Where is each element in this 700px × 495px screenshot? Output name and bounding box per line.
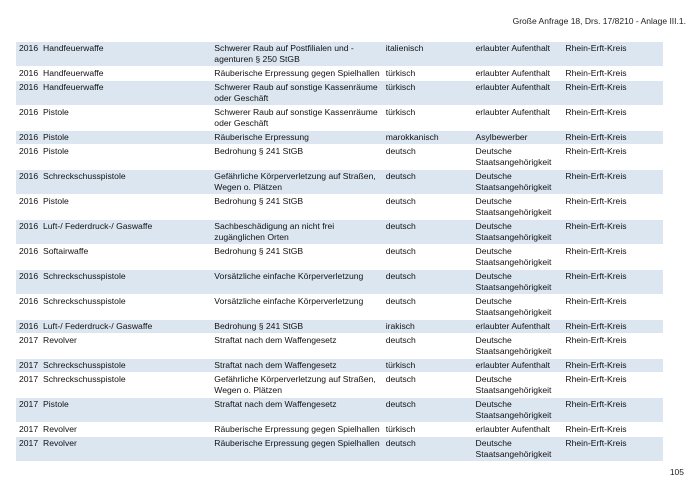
- cell-year-weapon: [16, 245, 211, 270]
- cell-year-weapon: [16, 170, 211, 195]
- cell-weapon: Pistole: [43, 146, 69, 156]
- cell-offense: Straftat nach dem Waffengesetz: [211, 398, 382, 423]
- table-row: [16, 131, 663, 145]
- cell-year: 2016: [19, 82, 39, 92]
- cell-district: Rhein-Erft-Kreis: [562, 81, 663, 106]
- cell-year: 2017: [19, 424, 39, 434]
- cell-district: Rhein-Erft-Kreis: [562, 320, 663, 334]
- cell-weapon: Handfeuerwaffe: [43, 68, 104, 78]
- table-row: [16, 359, 663, 373]
- cell-weapon: Schreckschusspistole: [43, 296, 126, 306]
- table-body: [16, 42, 663, 462]
- table-row: [16, 437, 663, 462]
- cell-nationality: deutsch: [383, 220, 473, 245]
- table-row: [16, 81, 663, 106]
- cell-offense: Straftat nach dem Waffengesetz: [211, 334, 382, 359]
- cell-year: 2017: [19, 335, 39, 345]
- page-number: 105: [669, 467, 684, 477]
- cell-district: Rhein-Erft-Kreis: [562, 131, 663, 145]
- table-row: [16, 373, 663, 398]
- cell-district: Rhein-Erft-Kreis: [562, 195, 663, 220]
- cell-year: 2016: [19, 196, 39, 206]
- table-row: [16, 170, 663, 195]
- cell-year: 2016: [19, 321, 39, 331]
- cell-district: Rhein-Erft-Kreis: [562, 245, 663, 270]
- cell-weapon: Revolver: [43, 438, 77, 448]
- page-header: Große Anfrage 18, Drs. 17/8210 - Anlage III.1.: [512, 16, 686, 26]
- cell-year: 2017: [19, 374, 39, 384]
- table-row: [16, 295, 663, 320]
- cell-year-weapon: [16, 106, 211, 131]
- data-table: [16, 42, 663, 462]
- cell-weapon: Pistole: [43, 107, 69, 117]
- table-row: [16, 398, 663, 423]
- cell-nationality: deutsch: [383, 295, 473, 320]
- cell-nationality: türkisch: [383, 67, 473, 81]
- cell-year: 2017: [19, 399, 39, 409]
- cell-weapon: Pistole: [43, 196, 69, 206]
- cell-offense: Vorsätzliche einfache Körperverletzung: [211, 270, 382, 295]
- cell-year: 2017: [19, 438, 39, 448]
- cell-nationality: türkisch: [383, 81, 473, 106]
- cell-offense: Bedrohung § 241 StGB: [211, 320, 382, 334]
- cell-weapon: Schreckschusspistole: [43, 360, 126, 370]
- cell-offense: Schwerer Raub auf Postfilialen und -agenturen § 250 StGB: [211, 42, 382, 67]
- cell-nationality: deutsch: [383, 270, 473, 295]
- table-row: [16, 106, 663, 131]
- cell-year: 2016: [19, 171, 39, 181]
- cell-district: Rhein-Erft-Kreis: [562, 67, 663, 81]
- cell-year: 2016: [19, 296, 39, 306]
- cell-offense: Vorsätzliche einfache Körperverletzung: [211, 295, 382, 320]
- cell-residence-status: erlaubter Aufenthalt: [472, 320, 562, 334]
- cell-district: Rhein-Erft-Kreis: [562, 359, 663, 373]
- cell-residence-status: Deutsche Staatsangehörigkeit: [472, 220, 562, 245]
- cell-nationality: deutsch: [383, 245, 473, 270]
- cell-year: 2016: [19, 271, 39, 281]
- cell-year-weapon: [16, 67, 211, 81]
- cell-nationality: deutsch: [383, 334, 473, 359]
- cell-residence-status: Deutsche Staatsangehörigkeit: [472, 295, 562, 320]
- cell-weapon: Pistole: [43, 132, 69, 142]
- cell-year-weapon: [16, 131, 211, 145]
- table-row: [16, 423, 663, 437]
- cell-weapon: Luft-/ Federdruck-/ Gaswaffe: [43, 321, 153, 331]
- cell-nationality: deutsch: [383, 373, 473, 398]
- cell-year: 2016: [19, 146, 39, 156]
- table-row: [16, 245, 663, 270]
- cell-year: 2016: [19, 246, 39, 256]
- cell-residence-status: Deutsche Staatsangehörigkeit: [472, 195, 562, 220]
- cell-nationality: türkisch: [383, 423, 473, 437]
- cell-offense: Straftat nach dem Waffengesetz: [211, 359, 382, 373]
- cell-district: Rhein-Erft-Kreis: [562, 145, 663, 170]
- cell-year-weapon: [16, 437, 211, 462]
- cell-district: Rhein-Erft-Kreis: [562, 106, 663, 131]
- table-row: [16, 334, 663, 359]
- cell-year-weapon: [16, 195, 211, 220]
- cell-offense: Schwerer Raub auf sonstige Kassenräume oder Geschäft: [211, 81, 382, 106]
- cell-residence-status: Asylbewerber: [472, 131, 562, 145]
- cell-year-weapon: [16, 270, 211, 295]
- cell-residence-status: erlaubter Aufenthalt: [472, 106, 562, 131]
- cell-nationality: deutsch: [383, 398, 473, 423]
- cell-nationality: türkisch: [383, 106, 473, 131]
- cell-weapon: Pistole: [43, 399, 69, 409]
- cell-residence-status: Deutsche Staatsangehörigkeit: [472, 270, 562, 295]
- cell-weapon: Softairwaffe: [43, 246, 89, 256]
- cell-district: Rhein-Erft-Kreis: [562, 334, 663, 359]
- cell-nationality: deutsch: [383, 145, 473, 170]
- cell-year-weapon: [16, 359, 211, 373]
- table-row: [16, 145, 663, 170]
- cell-district: Rhein-Erft-Kreis: [562, 270, 663, 295]
- cell-district: Rhein-Erft-Kreis: [562, 220, 663, 245]
- cell-year-weapon: [16, 220, 211, 245]
- cell-year-weapon: [16, 295, 211, 320]
- cell-offense: Räuberische Erpressung: [211, 131, 382, 145]
- cell-district: Rhein-Erft-Kreis: [562, 373, 663, 398]
- cell-year-weapon: [16, 81, 211, 106]
- cell-district: Rhein-Erft-Kreis: [562, 423, 663, 437]
- cell-offense: Bedrohung § 241 StGB: [211, 145, 382, 170]
- cell-year: 2016: [19, 107, 39, 117]
- cell-nationality: deutsch: [383, 195, 473, 220]
- cell-residence-status: Deutsche Staatsangehörigkeit: [472, 398, 562, 423]
- cell-nationality: deutsch: [383, 437, 473, 462]
- cell-year-weapon: [16, 334, 211, 359]
- cell-weapon: Handfeuerwaffe: [43, 82, 104, 92]
- cell-offense: Räuberische Erpressung gegen Spielhallen: [211, 437, 382, 462]
- cell-weapon: Revolver: [43, 335, 77, 345]
- cell-residence-status: Deutsche Staatsangehörigkeit: [472, 170, 562, 195]
- cell-residence-status: erlaubter Aufenthalt: [472, 42, 562, 67]
- table-row: [16, 220, 663, 245]
- cell-offense: Gefährliche Körperverletzung auf Straßen, Wegen o. Plätzen: [211, 170, 382, 195]
- cell-nationality: marokkanisch: [383, 131, 473, 145]
- cell-residence-status: Deutsche Staatsangehörigkeit: [472, 245, 562, 270]
- cell-weapon: Schreckschusspistole: [43, 374, 126, 384]
- cell-residence-status: Deutsche Staatsangehörigkeit: [472, 373, 562, 398]
- cell-offense: Schwerer Raub auf sonstige Kassenräume oder Geschäft: [211, 106, 382, 131]
- cell-year: 2016: [19, 132, 39, 142]
- cell-nationality: irakisch: [383, 320, 473, 334]
- cell-nationality: italienisch: [383, 42, 473, 67]
- table-row: [16, 195, 663, 220]
- cell-year-weapon: [16, 373, 211, 398]
- cell-offense: Sachbeschädigung an nicht frei zugänglichen Orten: [211, 220, 382, 245]
- cell-district: Rhein-Erft-Kreis: [562, 295, 663, 320]
- cell-nationality: türkisch: [383, 359, 473, 373]
- cell-nationality: deutsch: [383, 170, 473, 195]
- cell-offense: Räuberische Erpressung gegen Spielhallen: [211, 67, 382, 81]
- cell-offense: Bedrohung § 241 StGB: [211, 245, 382, 270]
- cell-year-weapon: [16, 398, 211, 423]
- table-row: [16, 67, 663, 81]
- cell-year: 2016: [19, 221, 39, 231]
- cell-offense: Räuberische Erpressung gegen Spielhallen: [211, 423, 382, 437]
- cell-weapon: Schreckschusspistole: [43, 171, 126, 181]
- cell-year: 2017: [19, 360, 39, 370]
- cell-weapon: Luft-/ Federdruck-/ Gaswaffe: [43, 221, 153, 231]
- cell-offense: Gefährliche Körperverletzung auf Straßen, Wegen o. Plätzen: [211, 373, 382, 398]
- cell-year-weapon: [16, 145, 211, 170]
- cell-residence-status: erlaubter Aufenthalt: [472, 81, 562, 106]
- table-row: [16, 270, 663, 295]
- cell-year-weapon: [16, 42, 211, 67]
- cell-district: Rhein-Erft-Kreis: [562, 398, 663, 423]
- cell-year: 2016: [19, 43, 39, 53]
- cell-residence-status: Deutsche Staatsangehörigkeit: [472, 437, 562, 462]
- cell-residence-status: Deutsche Staatsangehörigkeit: [472, 145, 562, 170]
- cell-offense: Bedrohung § 241 StGB: [211, 195, 382, 220]
- cell-year-weapon: [16, 320, 211, 334]
- cell-residence-status: erlaubter Aufenthalt: [472, 423, 562, 437]
- cell-district: Rhein-Erft-Kreis: [562, 170, 663, 195]
- cell-district: Rhein-Erft-Kreis: [562, 437, 663, 462]
- cell-year: 2016: [19, 68, 39, 78]
- cell-weapon: Schreckschusspistole: [43, 271, 126, 281]
- cell-residence-status: erlaubter Aufenthalt: [472, 67, 562, 81]
- cell-year-weapon: [16, 423, 211, 437]
- cell-weapon: Handfeuerwaffe: [43, 43, 104, 53]
- cell-district: Rhein-Erft-Kreis: [562, 42, 663, 67]
- table-row: [16, 320, 663, 334]
- table-row: [16, 42, 663, 67]
- cell-weapon: Revolver: [43, 424, 77, 434]
- cell-residence-status: Deutsche Staatsangehörigkeit: [472, 334, 562, 359]
- cell-residence-status: erlaubter Aufenthalt: [472, 359, 562, 373]
